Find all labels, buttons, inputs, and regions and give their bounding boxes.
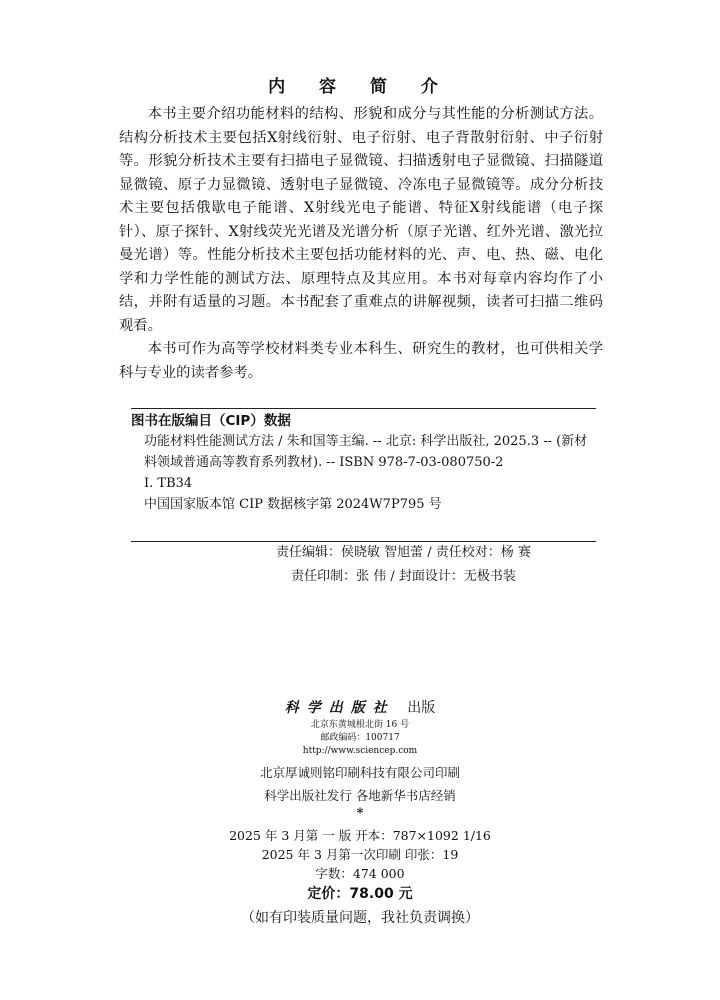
editor-credits: 责任编辑：侯晓敏 智旭蕾 / 责任校对：杨 赛 bbox=[276, 545, 531, 560]
cip-bottom-divider bbox=[131, 541, 596, 542]
publisher-line bbox=[0, 697, 720, 717]
publisher-website: http://www.sciencep.com bbox=[302, 746, 418, 756]
distribution-line: 科学出版社发行 各地新华书店经销 bbox=[264, 788, 456, 803]
cip-classification: Ⅰ. TB34 bbox=[144, 476, 193, 491]
edition-line-1: 2025 年 3 月第 一 版 开本：787×1092 1/16 bbox=[229, 828, 491, 843]
price: 定价：78.00 元 bbox=[307, 886, 413, 902]
publisher-contact bbox=[0, 719, 720, 758]
printer-line: 北京厚诚则铭印刷科技有限公司印刷 bbox=[259, 765, 460, 780]
publisher-address: 北京东黄城根北街 16 号 bbox=[310, 720, 410, 730]
book-introduction bbox=[119, 103, 603, 385]
production-credits: 责任印制：张 伟 / 封面设计：无极书装 bbox=[291, 569, 516, 584]
page-title: 内 容 简 介 bbox=[268, 77, 452, 97]
edition-line-3: 字数：474 000 bbox=[315, 866, 405, 881]
cip-block bbox=[131, 411, 596, 515]
cip-heading: 图书在版编目（CIP）数据 bbox=[131, 413, 291, 429]
intro-paragraph-1: 本书主要介绍功能材料的结构、形貌和成分与其性能的分析测试方法。结构分析技术主要包括X射线衍射、电子衍射、电子背散射衍射、中子衍射等。形貌分析技术主要有扫描电子显微镜、扫描透射电子显微镜、扫描隧道显微镜、原子力显微镜、透射电子显微镜、冷冻电子显微镜等。成分分析技术主要包括俄歇电子能谱、X射线光电子能谱、特征X射线能谱（电子探针）、原子探针、X射线荧光光谱及光谱分析（原子光谱、红外光谱、激光拉曼光谱）等。性能分析技术主要包括功能材料的光、声、电、热、磁、电化学和力学性能的测试方法、原理特点及其应用。本书对每章内容均作了小结，并附有适量的习题。本书配套了重难点的讲解视频，读者可扫描二维码观看。 bbox=[119, 106, 603, 334]
intro-paragraph-2: 本书可作为高等学校材料类专业本科生、研究生的教材，也可供相关学科与专业的读者参考。 bbox=[119, 341, 603, 381]
separator-star: * bbox=[356, 806, 364, 821]
cip-check-number: 中国国家版本馆 CIP 数据核字第 2024W7P795 号 bbox=[144, 497, 442, 512]
publisher-action: 出版 bbox=[407, 700, 436, 716]
cip-record: 功能材料性能测试方法 / 朱和国等主编. -- 北京: 科学出版社, 2025.3 -- (新材料领域普通高等教育系列教材). -- ISBN 978-7-03-080750-2 bbox=[144, 434, 588, 470]
publisher-postcode: 邮政编码：100717 bbox=[320, 733, 400, 743]
edition-info bbox=[0, 826, 720, 883]
publisher-name: 科学出版社 bbox=[284, 700, 395, 716]
edition-line-2: 2025 年 3 月第一次印刷 印张：19 bbox=[261, 847, 459, 862]
cip-top-divider bbox=[131, 408, 596, 409]
quality-notice: （如有印装质量问题，我社负责调换） bbox=[241, 910, 479, 926]
